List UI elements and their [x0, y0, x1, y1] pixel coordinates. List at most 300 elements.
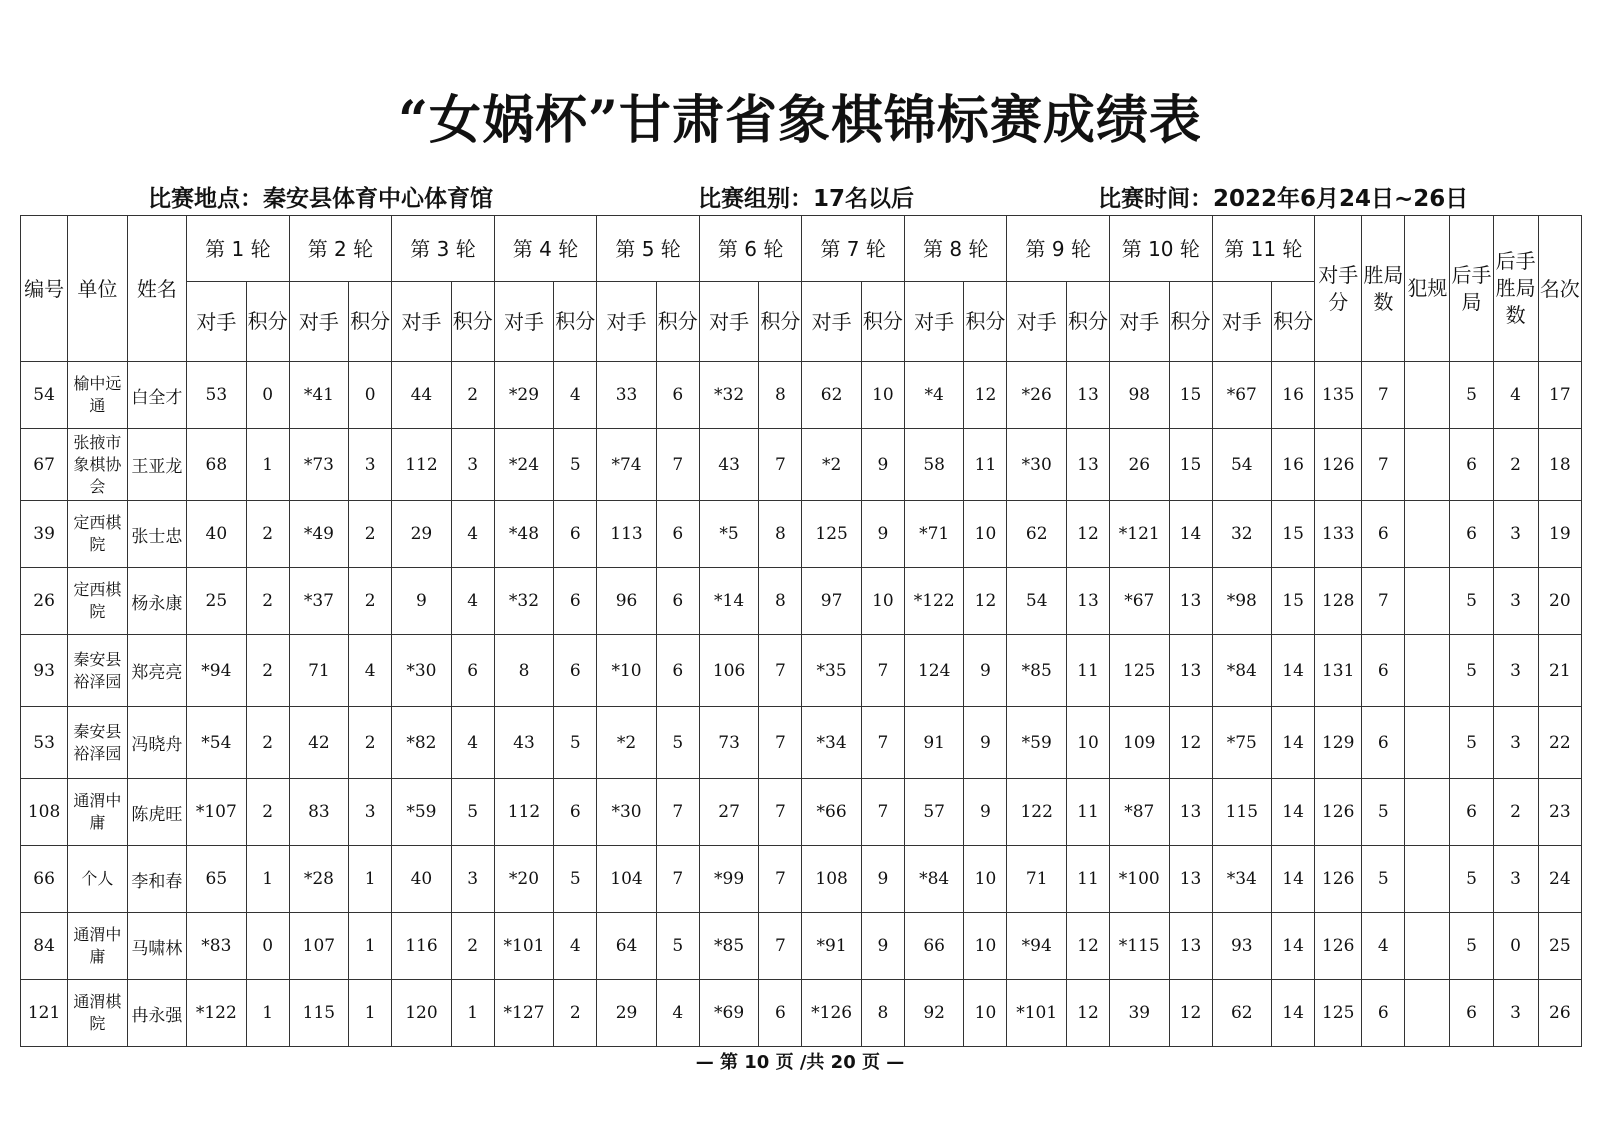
- cell-unit: 通渭中庸: [68, 913, 127, 980]
- cell-opponent: 62: [802, 362, 861, 429]
- cell-opponent: *49: [289, 501, 348, 568]
- cell-points: 14: [1272, 635, 1315, 707]
- header-opponent: 对手: [494, 282, 553, 362]
- cell-points: 6: [554, 779, 597, 846]
- cell-points: 1: [349, 913, 392, 980]
- header-round-11: 第 11 轮: [1212, 216, 1315, 282]
- table-row: [21, 501, 1582, 568]
- cell-second-wins: 3: [1493, 635, 1538, 707]
- cell-wins: 5: [1362, 779, 1405, 846]
- cell-opponent: *69: [699, 980, 758, 1047]
- cell-opponent-score: 131: [1315, 635, 1362, 707]
- cell-second-wins: 2: [1493, 779, 1538, 846]
- cell-points: 11: [1066, 779, 1109, 846]
- cell-unit: 秦安县裕泽园: [68, 707, 127, 779]
- cell-points: 7: [861, 707, 904, 779]
- cell-opponent: *30: [1007, 429, 1066, 501]
- cell-name: 马啸林: [127, 913, 186, 980]
- header-opponent: 对手: [802, 282, 861, 362]
- cell-opponent: *34: [802, 707, 861, 779]
- cell-unit: 定西棋院: [68, 568, 127, 635]
- group-info: 比赛组别：17名以后: [698, 186, 915, 212]
- cell-points: 6: [554, 635, 597, 707]
- header-round-9: 第 9 轮: [1007, 216, 1110, 282]
- cell-points: 7: [759, 429, 802, 501]
- cell-fouls: [1405, 980, 1450, 1047]
- header-opponent: 对手: [289, 282, 348, 362]
- cell-opponent: 73: [699, 707, 758, 779]
- cell-points: 14: [1272, 707, 1315, 779]
- cell-points: 5: [656, 707, 699, 779]
- cell-unit: 秦安县裕泽园: [68, 635, 127, 707]
- cell-opponent: *122: [904, 568, 963, 635]
- cell-points: 1: [246, 846, 289, 913]
- cell-points: 7: [759, 913, 802, 980]
- cell-name: 郑亮亮: [127, 635, 186, 707]
- cell-points: 13: [1169, 779, 1212, 846]
- cell-opponent: 125: [802, 501, 861, 568]
- cell-points: 12: [1066, 501, 1109, 568]
- cell-rank: 18: [1538, 429, 1581, 501]
- cell-opponent: *75: [1212, 707, 1271, 779]
- page-title: “女娲杯”甘肃省象棋锦标赛成绩表: [398, 90, 1202, 151]
- cell-opponent-score: 133: [1315, 501, 1362, 568]
- cell-opponent: *91: [802, 913, 861, 980]
- cell-opponent: 97: [802, 568, 861, 635]
- cell-opponent: *126: [802, 980, 861, 1047]
- date-info: 比赛时间：2022年6月24日~26日: [1098, 186, 1469, 212]
- header-opponent: 对手: [187, 282, 246, 362]
- header-unit: 单位: [68, 216, 127, 362]
- cell-points: 8: [759, 362, 802, 429]
- cell-points: 6: [656, 568, 699, 635]
- cell-id: 54: [21, 362, 68, 429]
- cell-opponent: *67: [1212, 362, 1271, 429]
- cell-wins: 7: [1362, 429, 1405, 501]
- cell-points: 3: [451, 846, 494, 913]
- cell-rank: 24: [1538, 846, 1581, 913]
- cell-points: 2: [246, 779, 289, 846]
- cell-opponent: *29: [494, 362, 553, 429]
- cell-second-games: 6: [1450, 501, 1493, 568]
- cell-points: 10: [964, 980, 1007, 1047]
- cell-points: 5: [554, 707, 597, 779]
- cell-wins: 4: [1362, 913, 1405, 980]
- cell-points: 4: [554, 913, 597, 980]
- cell-id: 108: [21, 779, 68, 846]
- cell-second-games: 5: [1450, 362, 1493, 429]
- table-row: [21, 846, 1582, 913]
- cell-points: 4: [451, 501, 494, 568]
- cell-points: 3: [451, 429, 494, 501]
- cell-second-wins: 3: [1493, 501, 1538, 568]
- cell-name: 白全才: [127, 362, 186, 429]
- cell-points: 11: [964, 429, 1007, 501]
- cell-opponent: 120: [392, 980, 451, 1047]
- cell-points: 6: [451, 635, 494, 707]
- cell-points: 7: [861, 635, 904, 707]
- cell-opponent: 40: [187, 501, 246, 568]
- cell-second-wins: 2: [1493, 429, 1538, 501]
- cell-unit: 定西棋院: [68, 501, 127, 568]
- cell-opponent: 40: [392, 846, 451, 913]
- cell-opponent: *30: [392, 635, 451, 707]
- cell-name: 杨永康: [127, 568, 186, 635]
- cell-rank: 20: [1538, 568, 1581, 635]
- cell-opponent: 92: [904, 980, 963, 1047]
- cell-opponent: *83: [187, 913, 246, 980]
- cell-name: 张士忠: [127, 501, 186, 568]
- header-id: 编号: [21, 216, 68, 362]
- cell-points: 15: [1169, 362, 1212, 429]
- header-round-4: 第 4 轮: [494, 216, 597, 282]
- cell-points: 2: [554, 980, 597, 1047]
- cell-fouls: [1405, 501, 1450, 568]
- cell-points: 7: [759, 779, 802, 846]
- cell-points: 7: [656, 429, 699, 501]
- cell-wins: 6: [1362, 707, 1405, 779]
- cell-opponent: 112: [392, 429, 451, 501]
- cell-points: 11: [1066, 846, 1109, 913]
- cell-opponent: *71: [904, 501, 963, 568]
- cell-second-games: 6: [1450, 980, 1493, 1047]
- cell-second-games: 5: [1450, 913, 1493, 980]
- cell-opponent: *26: [1007, 362, 1066, 429]
- cell-unit: 张掖市象棋协会: [68, 429, 127, 501]
- cell-fouls: [1405, 913, 1450, 980]
- cell-opponent: 112: [494, 779, 553, 846]
- cell-points: 1: [349, 846, 392, 913]
- cell-name: 陈虎旺: [127, 779, 186, 846]
- cell-opponent: *127: [494, 980, 553, 1047]
- cell-points: 4: [349, 635, 392, 707]
- header-points: 积分: [861, 282, 904, 362]
- cell-opponent: 64: [597, 913, 656, 980]
- cell-fouls: [1405, 429, 1450, 501]
- cell-points: 1: [349, 980, 392, 1047]
- cell-opponent: *34: [1212, 846, 1271, 913]
- cell-opponent: 27: [699, 779, 758, 846]
- cell-opponent: *73: [289, 429, 348, 501]
- cell-points: 13: [1066, 568, 1109, 635]
- cell-opponent: *5: [699, 501, 758, 568]
- cell-opponent: *101: [1007, 980, 1066, 1047]
- cell-fouls: [1405, 362, 1450, 429]
- cell-second-wins: 3: [1493, 707, 1538, 779]
- cell-name: 冯晓舟: [127, 707, 186, 779]
- cell-opponent: *87: [1110, 779, 1169, 846]
- cell-opponent-score: 126: [1315, 429, 1362, 501]
- cell-wins: 7: [1362, 362, 1405, 429]
- cell-opponent: *14: [699, 568, 758, 635]
- header-opponent: 对手: [1007, 282, 1066, 362]
- header-round-7: 第 7 轮: [802, 216, 905, 282]
- header-round-8: 第 8 轮: [904, 216, 1007, 282]
- cell-points: 16: [1272, 429, 1315, 501]
- cell-wins: 5: [1362, 846, 1405, 913]
- cell-opponent: *59: [392, 779, 451, 846]
- header-opponent: 对手: [1110, 282, 1169, 362]
- table-row: [21, 779, 1582, 846]
- cell-opponent-score: 126: [1315, 913, 1362, 980]
- header-rank: 名次: [1538, 216, 1581, 362]
- header-opponent: 对手: [904, 282, 963, 362]
- cell-opponent: *32: [494, 568, 553, 635]
- cell-points: 2: [349, 501, 392, 568]
- cell-opponent: *41: [289, 362, 348, 429]
- cell-rank: 25: [1538, 913, 1581, 980]
- header-second-games: 后手局: [1450, 216, 1493, 362]
- header-wins: 胜局数: [1362, 216, 1405, 362]
- cell-second-games: 6: [1450, 429, 1493, 501]
- cell-fouls: [1405, 568, 1450, 635]
- cell-id: 26: [21, 568, 68, 635]
- cell-opponent: *54: [187, 707, 246, 779]
- cell-opponent: *2: [597, 707, 656, 779]
- header-round-10: 第 10 轮: [1110, 216, 1213, 282]
- cell-points: 2: [246, 707, 289, 779]
- cell-points: 13: [1066, 429, 1109, 501]
- cell-opponent: 116: [392, 913, 451, 980]
- cell-fouls: [1405, 635, 1450, 707]
- header-opponent-score: 对手分: [1315, 216, 1362, 362]
- cell-opponent: *107: [187, 779, 246, 846]
- cell-points: 3: [349, 429, 392, 501]
- table-row: [21, 429, 1582, 501]
- cell-points: 9: [964, 707, 1007, 779]
- cell-points: 9: [861, 501, 904, 568]
- cell-opponent: 26: [1110, 429, 1169, 501]
- cell-points: 10: [964, 501, 1007, 568]
- cell-opponent-score: 129: [1315, 707, 1362, 779]
- table-row: [21, 362, 1582, 429]
- header-points: 积分: [1066, 282, 1109, 362]
- page-footer: — 第 10 页 /共 20 页 —: [695, 1052, 905, 1073]
- cell-points: 7: [656, 779, 699, 846]
- cell-opponent: 29: [392, 501, 451, 568]
- cell-points: 9: [861, 846, 904, 913]
- cell-points: 5: [451, 779, 494, 846]
- cell-points: 12: [1169, 707, 1212, 779]
- cell-points: 8: [759, 568, 802, 635]
- cell-second-wins: 3: [1493, 568, 1538, 635]
- cell-fouls: [1405, 779, 1450, 846]
- header-round-6: 第 6 轮: [699, 216, 802, 282]
- cell-points: 1: [451, 980, 494, 1047]
- cell-opponent: 66: [904, 913, 963, 980]
- cell-opponent: 42: [289, 707, 348, 779]
- cell-points: 2: [451, 362, 494, 429]
- cell-points: 0: [349, 362, 392, 429]
- cell-points: 12: [964, 568, 1007, 635]
- cell-opponent: *35: [802, 635, 861, 707]
- cell-opponent: *85: [1007, 635, 1066, 707]
- cell-rank: 21: [1538, 635, 1581, 707]
- cell-points: 14: [1272, 779, 1315, 846]
- header-points: 积分: [349, 282, 392, 362]
- cell-opponent: 8: [494, 635, 553, 707]
- cell-opponent: 104: [597, 846, 656, 913]
- cell-rank: 17: [1538, 362, 1581, 429]
- cell-opponent: 113: [597, 501, 656, 568]
- cell-points: 15: [1272, 501, 1315, 568]
- cell-id: 67: [21, 429, 68, 501]
- cell-opponent: 57: [904, 779, 963, 846]
- cell-points: 11: [1066, 635, 1109, 707]
- cell-id: 84: [21, 913, 68, 980]
- cell-second-games: 5: [1450, 846, 1493, 913]
- table-header: [21, 216, 1582, 362]
- cell-opponent: *67: [1110, 568, 1169, 635]
- cell-points: 4: [554, 362, 597, 429]
- cell-id: 66: [21, 846, 68, 913]
- table-row: [21, 980, 1582, 1047]
- cell-points: 2: [451, 913, 494, 980]
- cell-opponent: 125: [1110, 635, 1169, 707]
- header-points: 积分: [554, 282, 597, 362]
- cell-id: 53: [21, 707, 68, 779]
- cell-points: 10: [861, 568, 904, 635]
- cell-points: 6: [554, 501, 597, 568]
- cell-opponent: 115: [1212, 779, 1271, 846]
- cell-points: 5: [554, 846, 597, 913]
- cell-opponent: *28: [289, 846, 348, 913]
- cell-opponent: *115: [1110, 913, 1169, 980]
- cell-opponent: *82: [392, 707, 451, 779]
- cell-points: 10: [964, 913, 1007, 980]
- cell-points: 10: [964, 846, 1007, 913]
- cell-wins: 6: [1362, 501, 1405, 568]
- cell-opponent: 71: [1007, 846, 1066, 913]
- cell-points: 2: [246, 501, 289, 568]
- cell-opponent: *24: [494, 429, 553, 501]
- cell-points: 1: [246, 980, 289, 1047]
- cell-name: 李和春: [127, 846, 186, 913]
- cell-points: 4: [451, 568, 494, 635]
- cell-second-games: 5: [1450, 707, 1493, 779]
- cell-opponent: *98: [1212, 568, 1271, 635]
- cell-opponent-score: 125: [1315, 980, 1362, 1047]
- cell-points: 6: [656, 635, 699, 707]
- table-row: [21, 913, 1582, 980]
- cell-second-games: 5: [1450, 568, 1493, 635]
- cell-unit: 个人: [68, 846, 127, 913]
- cell-points: 7: [759, 635, 802, 707]
- cell-opponent-score: 135: [1315, 362, 1362, 429]
- results-table: [20, 215, 1582, 1047]
- cell-opponent: *10: [597, 635, 656, 707]
- cell-points: 15: [1169, 429, 1212, 501]
- header-points: 积分: [1272, 282, 1315, 362]
- cell-opponent: 109: [1110, 707, 1169, 779]
- table-body: [21, 362, 1582, 1047]
- cell-opponent: *30: [597, 779, 656, 846]
- cell-points: 10: [861, 362, 904, 429]
- header-points: 积分: [451, 282, 494, 362]
- cell-opponent-score: 126: [1315, 779, 1362, 846]
- header-round-3: 第 3 轮: [392, 216, 495, 282]
- cell-id: 93: [21, 635, 68, 707]
- cell-opponent: *84: [1212, 635, 1271, 707]
- cell-points: 0: [246, 913, 289, 980]
- cell-points: 14: [1272, 913, 1315, 980]
- cell-points: 12: [1169, 980, 1212, 1047]
- cell-points: 12: [964, 362, 1007, 429]
- cell-wins: 6: [1362, 635, 1405, 707]
- cell-opponent: *121: [1110, 501, 1169, 568]
- cell-opponent: *85: [699, 913, 758, 980]
- cell-opponent: 71: [289, 635, 348, 707]
- cell-name: 冉永强: [127, 980, 186, 1047]
- cell-points: 5: [554, 429, 597, 501]
- venue-info: 比赛地点：秦安县体育中心体育馆: [148, 186, 493, 212]
- cell-opponent: 68: [187, 429, 246, 501]
- cell-points: 15: [1272, 568, 1315, 635]
- cell-opponent: 39: [1110, 980, 1169, 1047]
- cell-opponent: 65: [187, 846, 246, 913]
- cell-points: 7: [759, 707, 802, 779]
- header-round-1: 第 1 轮: [187, 216, 290, 282]
- cell-opponent: 53: [187, 362, 246, 429]
- cell-points: 5: [656, 913, 699, 980]
- header-points: 积分: [1169, 282, 1212, 362]
- cell-opponent: 29: [597, 980, 656, 1047]
- cell-opponent: 106: [699, 635, 758, 707]
- cell-opponent: *94: [1007, 913, 1066, 980]
- header-points: 积分: [964, 282, 1007, 362]
- cell-wins: 6: [1362, 980, 1405, 1047]
- cell-second-wins: 4: [1493, 362, 1538, 429]
- cell-opponent: 124: [904, 635, 963, 707]
- cell-points: 2: [246, 568, 289, 635]
- cell-points: 8: [759, 501, 802, 568]
- cell-points: 10: [1066, 707, 1109, 779]
- cell-rank: 22: [1538, 707, 1581, 779]
- header-round-2: 第 2 轮: [289, 216, 392, 282]
- cell-id: 39: [21, 501, 68, 568]
- cell-opponent: *122: [187, 980, 246, 1047]
- cell-points: 2: [246, 635, 289, 707]
- cell-points: 14: [1169, 501, 1212, 568]
- cell-opponent: *66: [802, 779, 861, 846]
- cell-points: 8: [861, 980, 904, 1047]
- cell-points: 13: [1169, 913, 1212, 980]
- cell-unit: 榆中远通: [68, 362, 127, 429]
- cell-points: 6: [554, 568, 597, 635]
- cell-points: 2: [349, 568, 392, 635]
- cell-points: 6: [759, 980, 802, 1047]
- cell-points: 14: [1272, 980, 1315, 1047]
- cell-opponent: *84: [904, 846, 963, 913]
- cell-second-wins: 3: [1493, 846, 1538, 913]
- cell-points: 9: [861, 913, 904, 980]
- cell-opponent: 54: [1212, 429, 1271, 501]
- cell-points: 9: [964, 779, 1007, 846]
- cell-opponent: 62: [1007, 501, 1066, 568]
- cell-points: 13: [1066, 362, 1109, 429]
- header-opponent: 对手: [392, 282, 451, 362]
- cell-opponent: *48: [494, 501, 553, 568]
- cell-opponent: *74: [597, 429, 656, 501]
- cell-opponent: *2: [802, 429, 861, 501]
- cell-points: 13: [1169, 568, 1212, 635]
- cell-opponent: 43: [494, 707, 553, 779]
- cell-name: 王亚龙: [127, 429, 186, 501]
- cell-opponent: 32: [1212, 501, 1271, 568]
- cell-points: 7: [656, 846, 699, 913]
- cell-unit: 通渭中庸: [68, 779, 127, 846]
- table-row: [21, 707, 1582, 779]
